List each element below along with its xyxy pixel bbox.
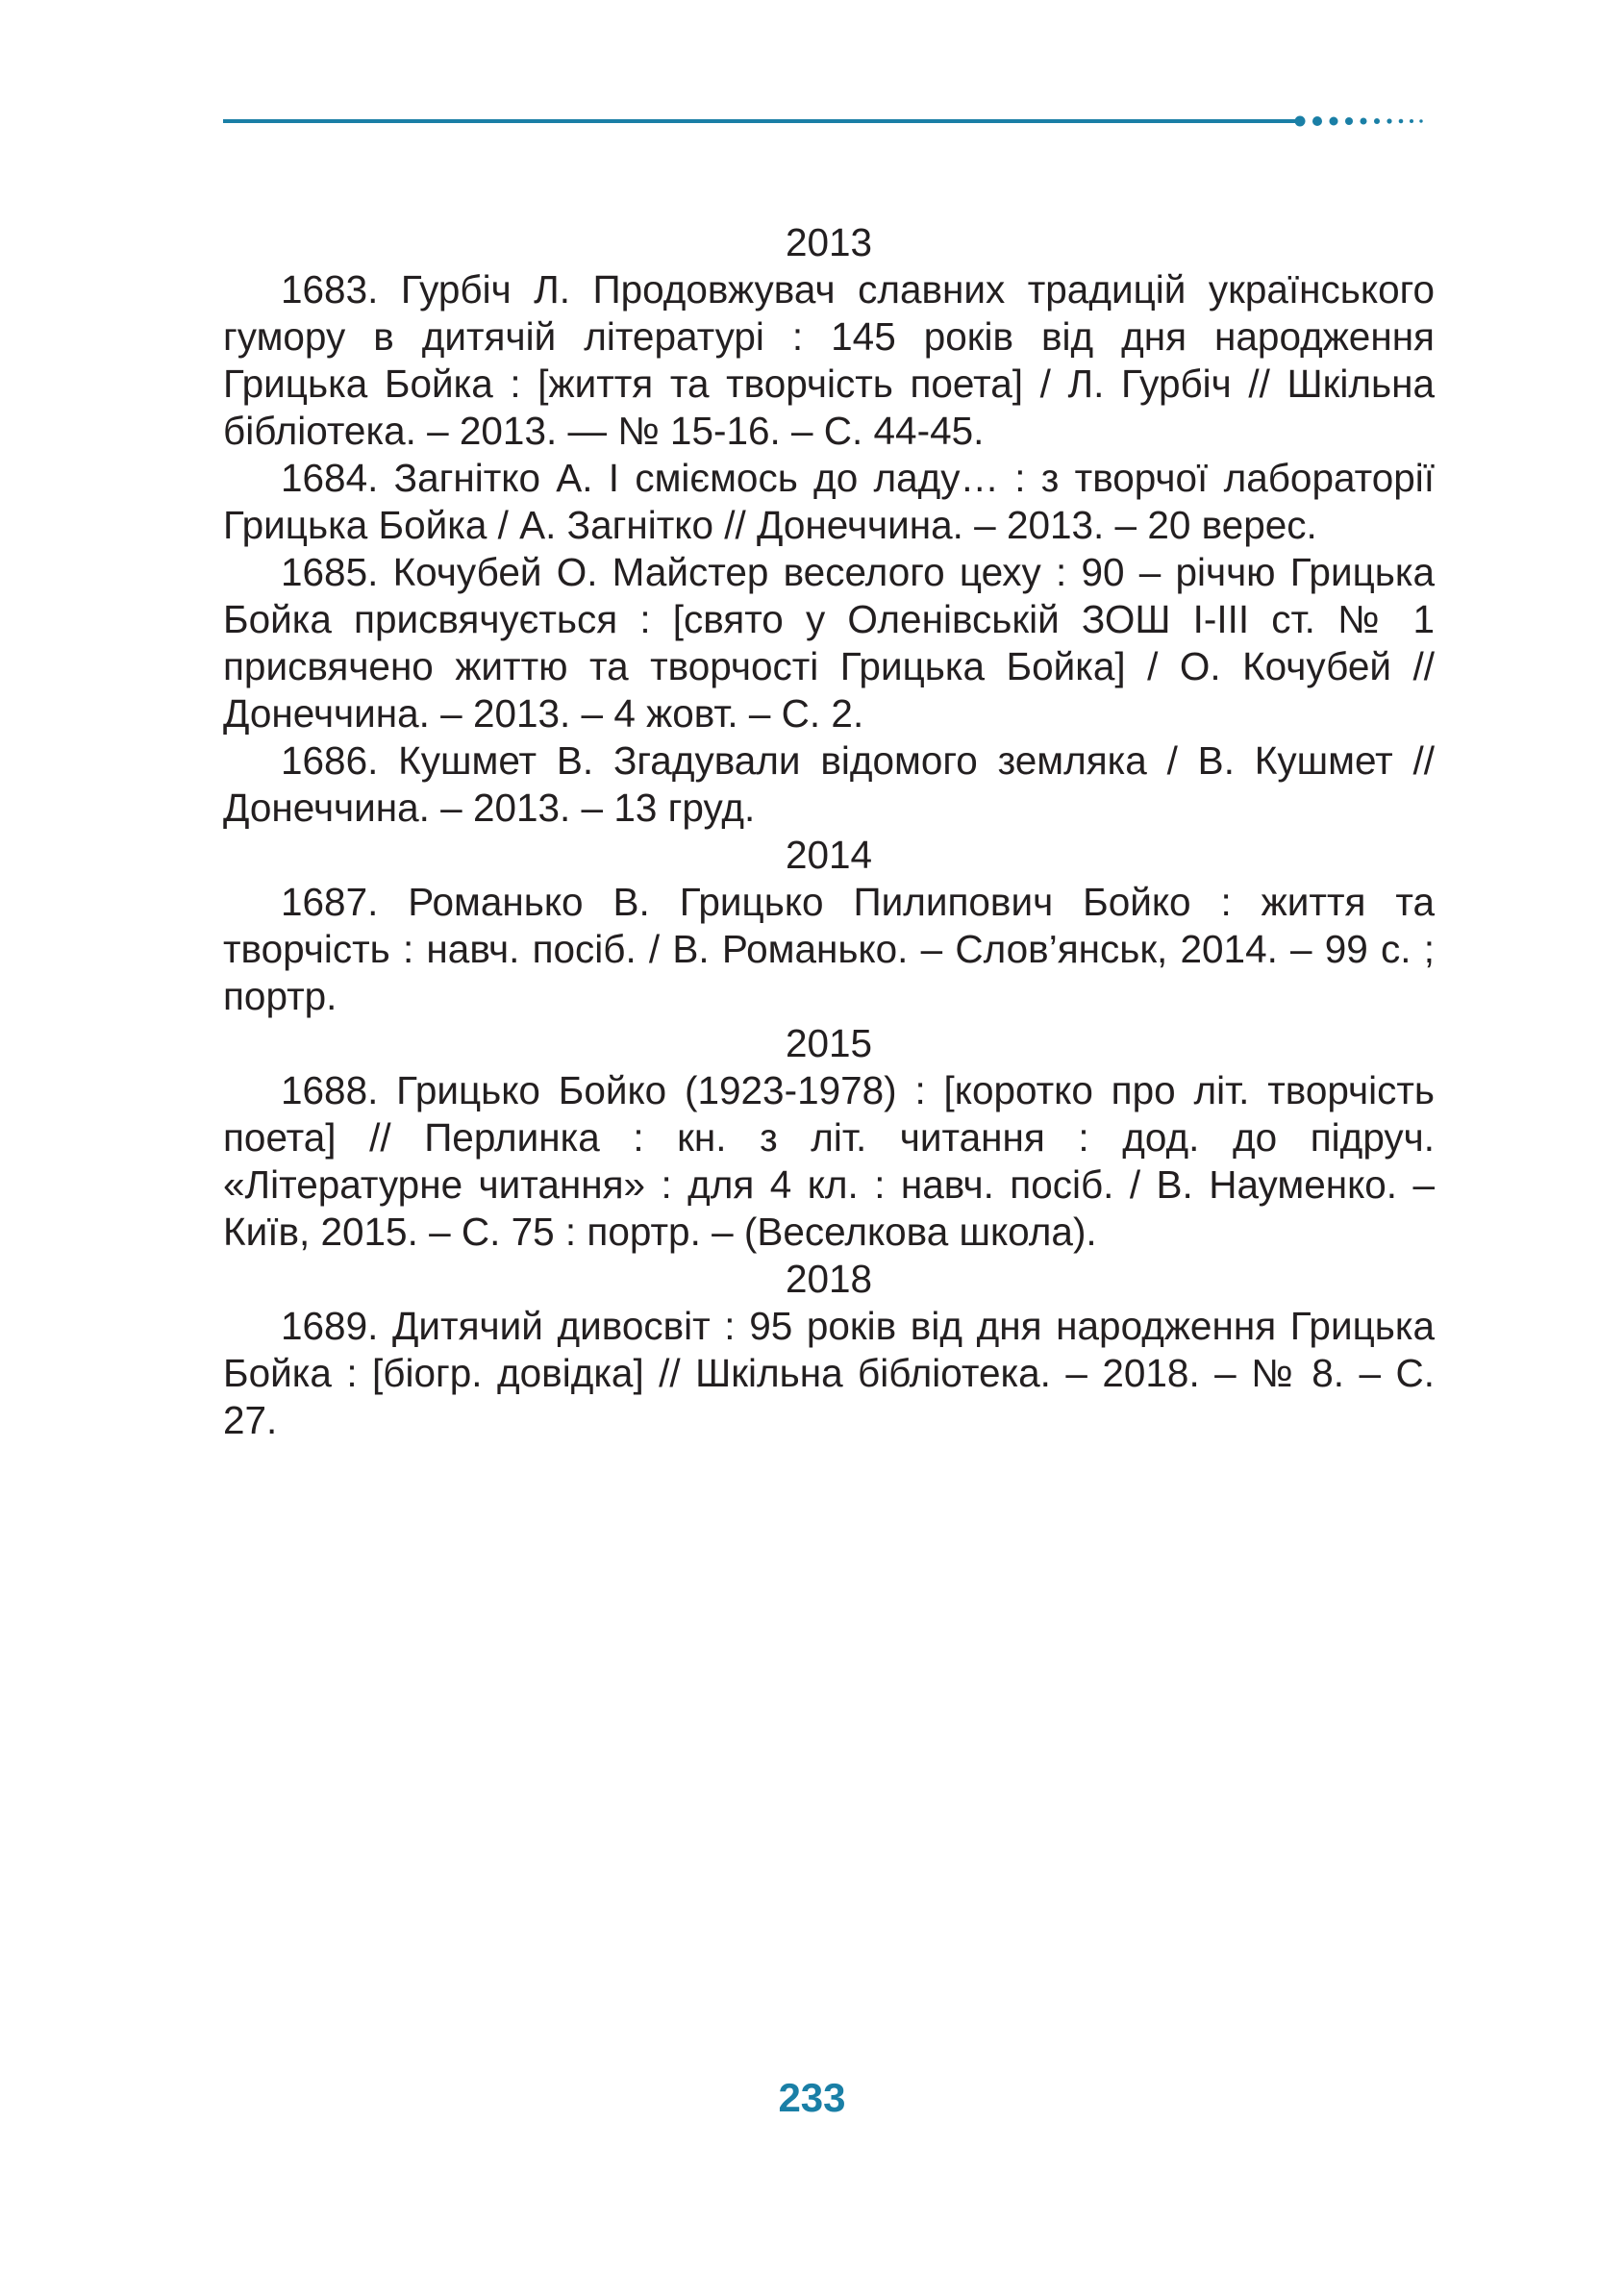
page-number: 233 [778,2075,846,2120]
bibliography-entry: 1688. Грицько Бойко (1923-1978) : [коротко про літ. творчість поета] // Перлинка : кн. з літ. читання : дод. до підруч. «Літературне читання» : для 4 кл. : навч. посіб. / В. Науменко. – Київ, 2015. – С. 75 : портр. – (Веселкова школа). [223,1068,1435,1254]
bibliography-entry: 1686. Кушмет В. Згадували відомого земляка / В. Кушмет // Донеччина. – 2013. – 13 груд. [223,738,1435,830]
header-rule [223,119,1295,123]
bibliography-entry: 1689. Дитячий дивосвіт : 95 років від дня народження Грицька Бойка : [біогр. довідка] // Шкільна бібліотека. – 2018. – № 8. – С. 27. [223,1304,1435,1442]
bibliography-content [223,219,1435,1444]
year-heading: 2018 [785,1257,873,1301]
bibliography-entry: 1684. Загнітко А. І сміємось до ладу… : з творчої лабораторії Грицька Бойка / А. Загнітко // Донеччина. – 2013. – 20 верес. [223,456,1435,547]
header-dots-decoration [1288,112,1433,131]
bibliography-entry: 1683. Гурбіч Л. Продовжувач славних традицій українського гумору в дитячій літературі : 145 років від дня народження Грицька Бойка : [життя та творчість поета] / Л. Гурбіч // Шкільна бібліотека. – 2013. — № 15-16. – С. 44-45. [223,267,1435,453]
bibliography-entry: 1685. Кочубей О. Майстер веселого цеху : 90 – річчю Грицька Бойка присвячується : [свято у Оленівській ЗОШ І-ІІІ ст. № 1 присвячено життю та творчості Грицька Бойка] / О. Кочубей // Донеччина. – 2013. – 4 жовт. – С. 2. [223,550,1435,736]
year-heading: 2014 [785,833,873,877]
bibliography-entry: 1687. Романько В. Грицько Пилипович Бойко : життя та творчість : навч. посіб. / В. Романько. – Слов’янськ, 2014. – 99 с. ; портр. [223,880,1435,1018]
year-heading: 2013 [785,220,873,264]
year-heading: 2015 [785,1021,873,1065]
